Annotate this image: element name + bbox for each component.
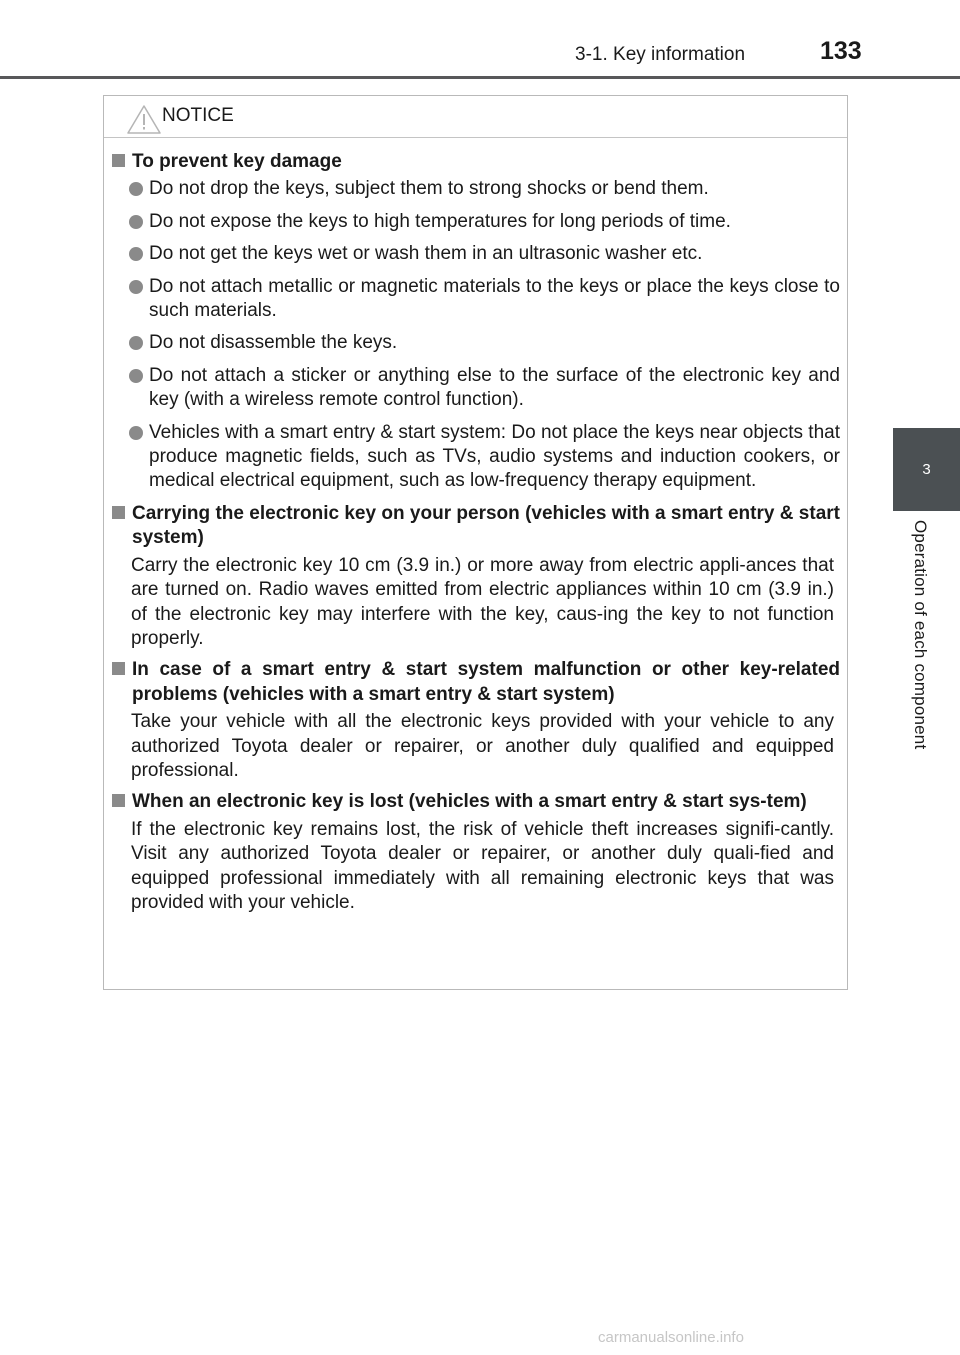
watermark: carmanualsonline.info xyxy=(598,1329,744,1346)
notice-section xyxy=(104,150,847,494)
bullet-dot-icon xyxy=(129,280,143,294)
bullet-text: Do not get the keys wet or wash them in an ultrasonic washer etc. xyxy=(149,243,703,265)
section-heading-text: Carrying the electronic key on your person (vehicles with a smart entry & start system) xyxy=(132,502,840,549)
bullet-text: Do not disassemble the keys. xyxy=(149,332,398,354)
bullet-item xyxy=(104,364,847,413)
bullet-dot-icon xyxy=(129,336,143,350)
notice-section xyxy=(104,790,847,915)
bullet-dot-icon xyxy=(129,215,143,229)
chapter-title: Operation of each component xyxy=(911,520,930,750)
bullet-text: Do not drop the keys, subject them to strong shocks or bend them. xyxy=(149,178,709,200)
notice-header xyxy=(104,96,847,138)
section-heading-text: To prevent key damage xyxy=(132,151,342,172)
bullet-text: Do not attach metallic or magnetic materials to the keys or place the keys close to such materials. xyxy=(149,275,840,322)
bullet-text: Do not attach a sticker or anything else to the surface of the electronic key and key (with a wireless remote control function). xyxy=(149,364,840,411)
section-marker-icon xyxy=(112,154,125,167)
bullet-dot-icon xyxy=(129,369,143,383)
notice-section xyxy=(104,658,847,783)
warning-triangle-icon xyxy=(126,104,162,135)
notice-title: NOTICE xyxy=(162,105,234,126)
section-heading-text: In case of a smart entry & start system malfunction or other key-related problems (vehicles with a smart entry & start system) xyxy=(132,659,840,705)
bullet-item xyxy=(104,177,847,201)
notice-content xyxy=(104,150,847,922)
section-marker-icon xyxy=(112,794,125,807)
section-heading xyxy=(104,150,847,174)
bullet-item xyxy=(104,210,847,234)
section-heading-text: When an electronic key is lost (vehicles with a smart entry & start sys-tem) xyxy=(132,791,807,813)
bullet-dot-icon xyxy=(129,426,143,440)
bullet-item xyxy=(104,421,847,494)
header-rule xyxy=(0,76,960,79)
section-paragraph: Carry the electronic key 10 cm (3.9 in.) or more away from electric appli-ances that are turned on. Radio waves emitted from electric appliances within 10 cm (3.9 in.) of the electronic key may interfere with the key, caus-ing the key to not function properly. xyxy=(131,554,834,649)
header-section: 3-1. Key information xyxy=(575,44,746,65)
chapter-number: 3 xyxy=(922,461,931,478)
bullet-item xyxy=(104,242,847,266)
section-paragraph: Take your vehicle with all the electronic keys provided with your vehicle to any authorized Toyota dealer or repairer, or another duly qualified and equipped professional. xyxy=(131,711,834,781)
bullet-dot-icon xyxy=(129,247,143,261)
notice-box xyxy=(103,95,848,990)
bullet-item xyxy=(104,275,847,324)
bullet-text: Vehicles with a smart entry & start system: Do not place the keys near objects that produce magnetic fields, such as TVs, audio systems and induction cookers, or medical electrical equipment, such as low-frequency therapy equipment. xyxy=(149,421,840,492)
bullet-item xyxy=(104,331,847,355)
bullet-text: Do not expose the keys to high temperatures for long periods of time. xyxy=(149,210,731,232)
section-paragraph: If the electronic key remains lost, the risk of vehicle theft increases signifi-cantly. Visit any authorized Toyota dealer or repairer, or another duly quali-fied and equipped professional immediately with all remaining electronic keys that was provided with your vehicle. xyxy=(131,818,834,913)
section-marker-icon xyxy=(112,662,125,675)
section-marker-icon xyxy=(112,506,125,519)
section-heading xyxy=(104,502,847,551)
section-heading xyxy=(104,658,847,707)
section-heading xyxy=(104,790,847,814)
chapter-tab[interactable] xyxy=(893,428,960,511)
bullet-dot-icon xyxy=(129,182,143,196)
notice-section xyxy=(104,502,847,651)
page-number: 133 xyxy=(820,37,862,65)
